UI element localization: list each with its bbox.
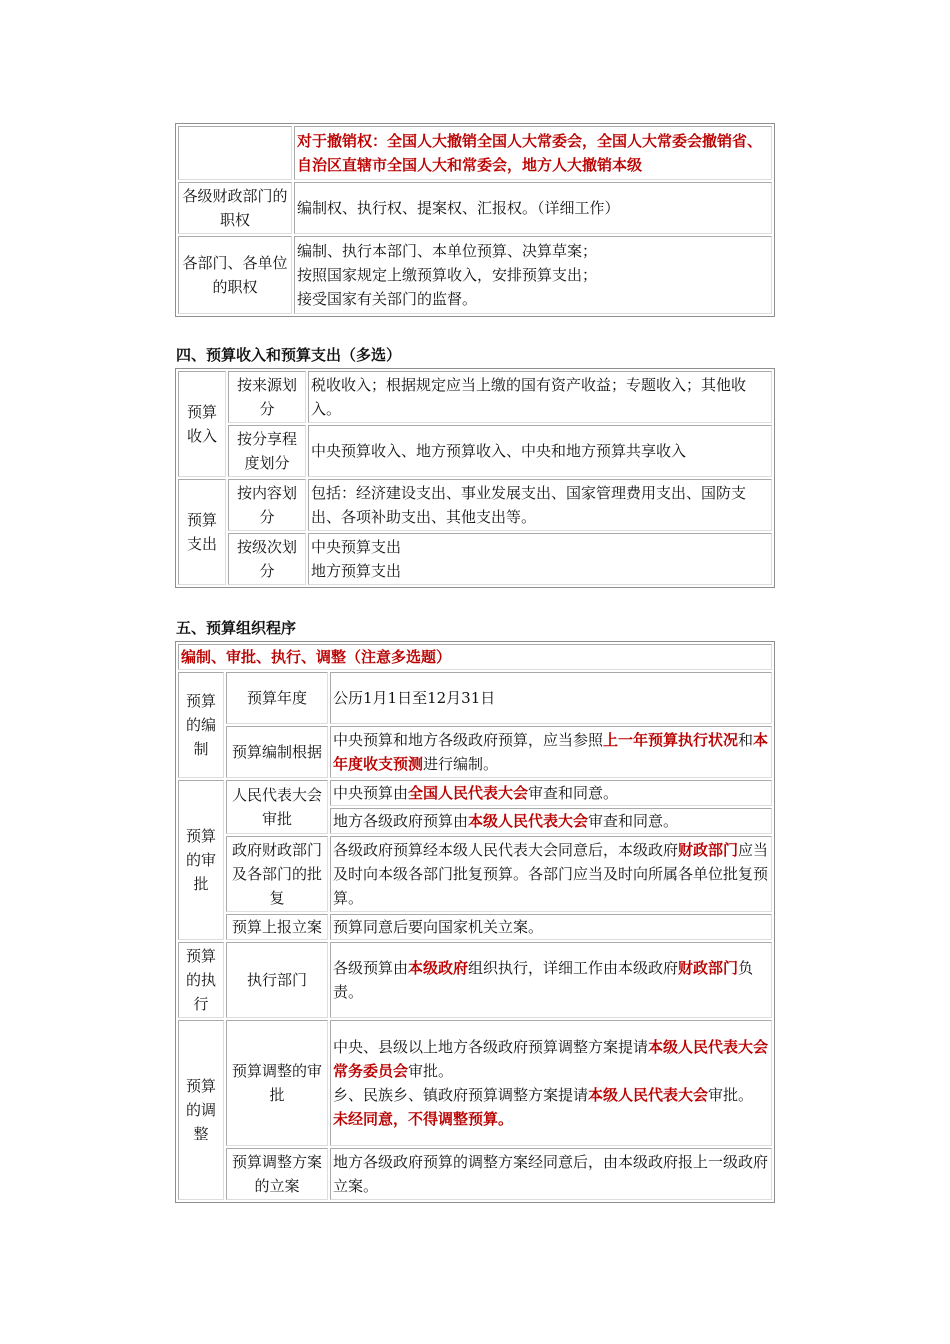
- row-content: [330, 808, 772, 834]
- row-content: 编制权、执行权、提案权、汇报权。（详细工作）: [294, 182, 772, 234]
- table-row: [178, 236, 772, 314]
- sub-label: 预算年度: [226, 672, 328, 724]
- group-label: 预算的调整: [178, 1020, 224, 1200]
- row-label: 各部门、各单位的职权: [178, 236, 292, 314]
- row-content: 预算同意后要向国家机关立案。: [330, 914, 772, 940]
- budget-procedure-table: [175, 641, 775, 1203]
- row-content: 公历1月1日至12月31日: [330, 672, 772, 724]
- text: 进行编制。: [423, 755, 499, 773]
- row-content: [330, 1020, 772, 1146]
- sub-label: 执行部门: [226, 942, 328, 1018]
- text: 中央、县级以上地方各级政府预算调整方案提请: [333, 1038, 649, 1056]
- row-content: 包括：经济建设支出、事业发展支出、国家管理费用支出、国防支出、各项补助支出、其他支出等。: [308, 479, 772, 531]
- table-row: [178, 182, 772, 234]
- highlight: 本级人民代表大会: [588, 1086, 709, 1104]
- text: 审查和同意。: [528, 784, 619, 802]
- table-row: [178, 836, 772, 912]
- group-label: 预算的执行: [178, 942, 224, 1018]
- highlight: 财政部门: [678, 841, 739, 859]
- row-content: [330, 780, 772, 806]
- table-row: [178, 942, 772, 1018]
- highlight: 本年度收支预测: [333, 731, 769, 773]
- table-row: [178, 1148, 772, 1200]
- sub-label: 按分享程度划分: [228, 425, 306, 477]
- table-row: [178, 479, 772, 531]
- text: 中央预算和地方各级政府预算，应当参照: [333, 731, 604, 749]
- text: 乡、民族乡、镇政府预算调整方案提请: [333, 1086, 589, 1104]
- text: 负责。: [333, 959, 754, 1001]
- powers-table: [175, 123, 775, 317]
- table-row: [178, 672, 772, 724]
- highlight: 全国人民代表大会: [408, 784, 529, 802]
- text: 地方各级政府预算由: [333, 812, 469, 830]
- table-row: [178, 1020, 772, 1146]
- sub-label: 预算调整的审批: [226, 1020, 328, 1146]
- text: 和: [738, 731, 754, 749]
- text: 各级政府预算经本级人民代表大会同意后，本级政府: [333, 841, 679, 859]
- group-label: 预算的编制: [178, 672, 224, 778]
- content-line: 中央预算支出: [311, 538, 402, 556]
- table-row: [178, 126, 772, 180]
- text: 审批。: [408, 1062, 454, 1080]
- sub-label: 预算调整方案的立案: [226, 1148, 328, 1200]
- text: 审查和同意。: [588, 812, 679, 830]
- highlight: 本级人民代表大会常务委员会: [333, 1038, 769, 1080]
- sub-label: 政府财政部门及各部门的批复: [226, 836, 328, 912]
- table-row: [178, 371, 772, 423]
- table-row: [178, 425, 772, 477]
- text: 审批。: [708, 1086, 754, 1104]
- highlight: 财政部门: [678, 959, 739, 977]
- revoke-text: 对于撤销权：全国人大撤销全国人大常委会，全国人大常委会撤销省、自治区直辖市全国人大和常委会，地方人大撤销本级: [294, 126, 772, 180]
- sub-label: 预算编制根据: [226, 726, 328, 778]
- row-content: [330, 836, 772, 912]
- table-row: [178, 726, 772, 778]
- row-content: 地方各级政府预算的调整方案经同意后，由本级政府报上一级政府立案。: [330, 1148, 772, 1200]
- content-line: [333, 1035, 769, 1083]
- highlight: 本级人民代表大会: [468, 812, 589, 830]
- sub-label: 预算上报立案: [226, 914, 328, 940]
- banner-row: [178, 644, 772, 670]
- text: 各级预算由: [333, 959, 409, 977]
- sub-label: 按来源划分: [228, 371, 306, 423]
- content-line: 编制、执行本部门、本单位预算、决算草案；: [297, 242, 598, 260]
- row-content: 税收收入；根据规定应当上缴的国有资产收益；专题收入；其他收入。: [308, 371, 772, 423]
- row-content: [294, 236, 772, 314]
- sub-label: 按级次划分: [228, 533, 306, 585]
- text: 组织执行，详细工作由本级政府: [468, 959, 679, 977]
- section4-heading: 四、预算收入和预算支出（多选）: [176, 346, 402, 364]
- income-expense-table: [175, 368, 775, 588]
- empty-cell: [178, 126, 292, 180]
- sub-label: 人民代表大会审批: [226, 780, 328, 834]
- text: 中央预算由: [333, 784, 409, 802]
- sub-label: 按内容划分: [228, 479, 306, 531]
- table-row: [178, 914, 772, 940]
- group-label: 预算收入: [178, 371, 226, 477]
- table-row: [178, 780, 772, 806]
- row-label: 各级财政部门的职权: [178, 182, 292, 234]
- warning-line: 未经同意，不得调整预算。: [333, 1110, 514, 1128]
- table-row: [178, 533, 772, 585]
- procedure-banner: 编制、审批、执行、调整（注意多选题）: [178, 644, 772, 670]
- highlight: 本级政府: [408, 959, 469, 977]
- row-content: [330, 726, 772, 778]
- row-content: 中央预算收入、地方预算收入、中央和地方预算共享收入: [308, 425, 772, 477]
- section5-heading: 五、预算组织程序: [176, 619, 297, 637]
- row-content: [330, 942, 772, 1018]
- highlight: 上一年预算执行状况: [603, 731, 739, 749]
- content-line: 按照国家规定上缴预算收入，安排预算支出；: [297, 266, 598, 284]
- content-line: [333, 1083, 769, 1107]
- content-line: 接受国家有关部门的监督。: [297, 290, 478, 308]
- group-label: 预算的审批: [178, 780, 224, 940]
- text: 应当及时向本级各部门批复预算。各部门应当及时向所属各单位批复预算。: [333, 841, 769, 907]
- content-line: 地方预算支出: [311, 562, 402, 580]
- row-content: [308, 533, 772, 585]
- group-label: 预算支出: [178, 479, 226, 585]
